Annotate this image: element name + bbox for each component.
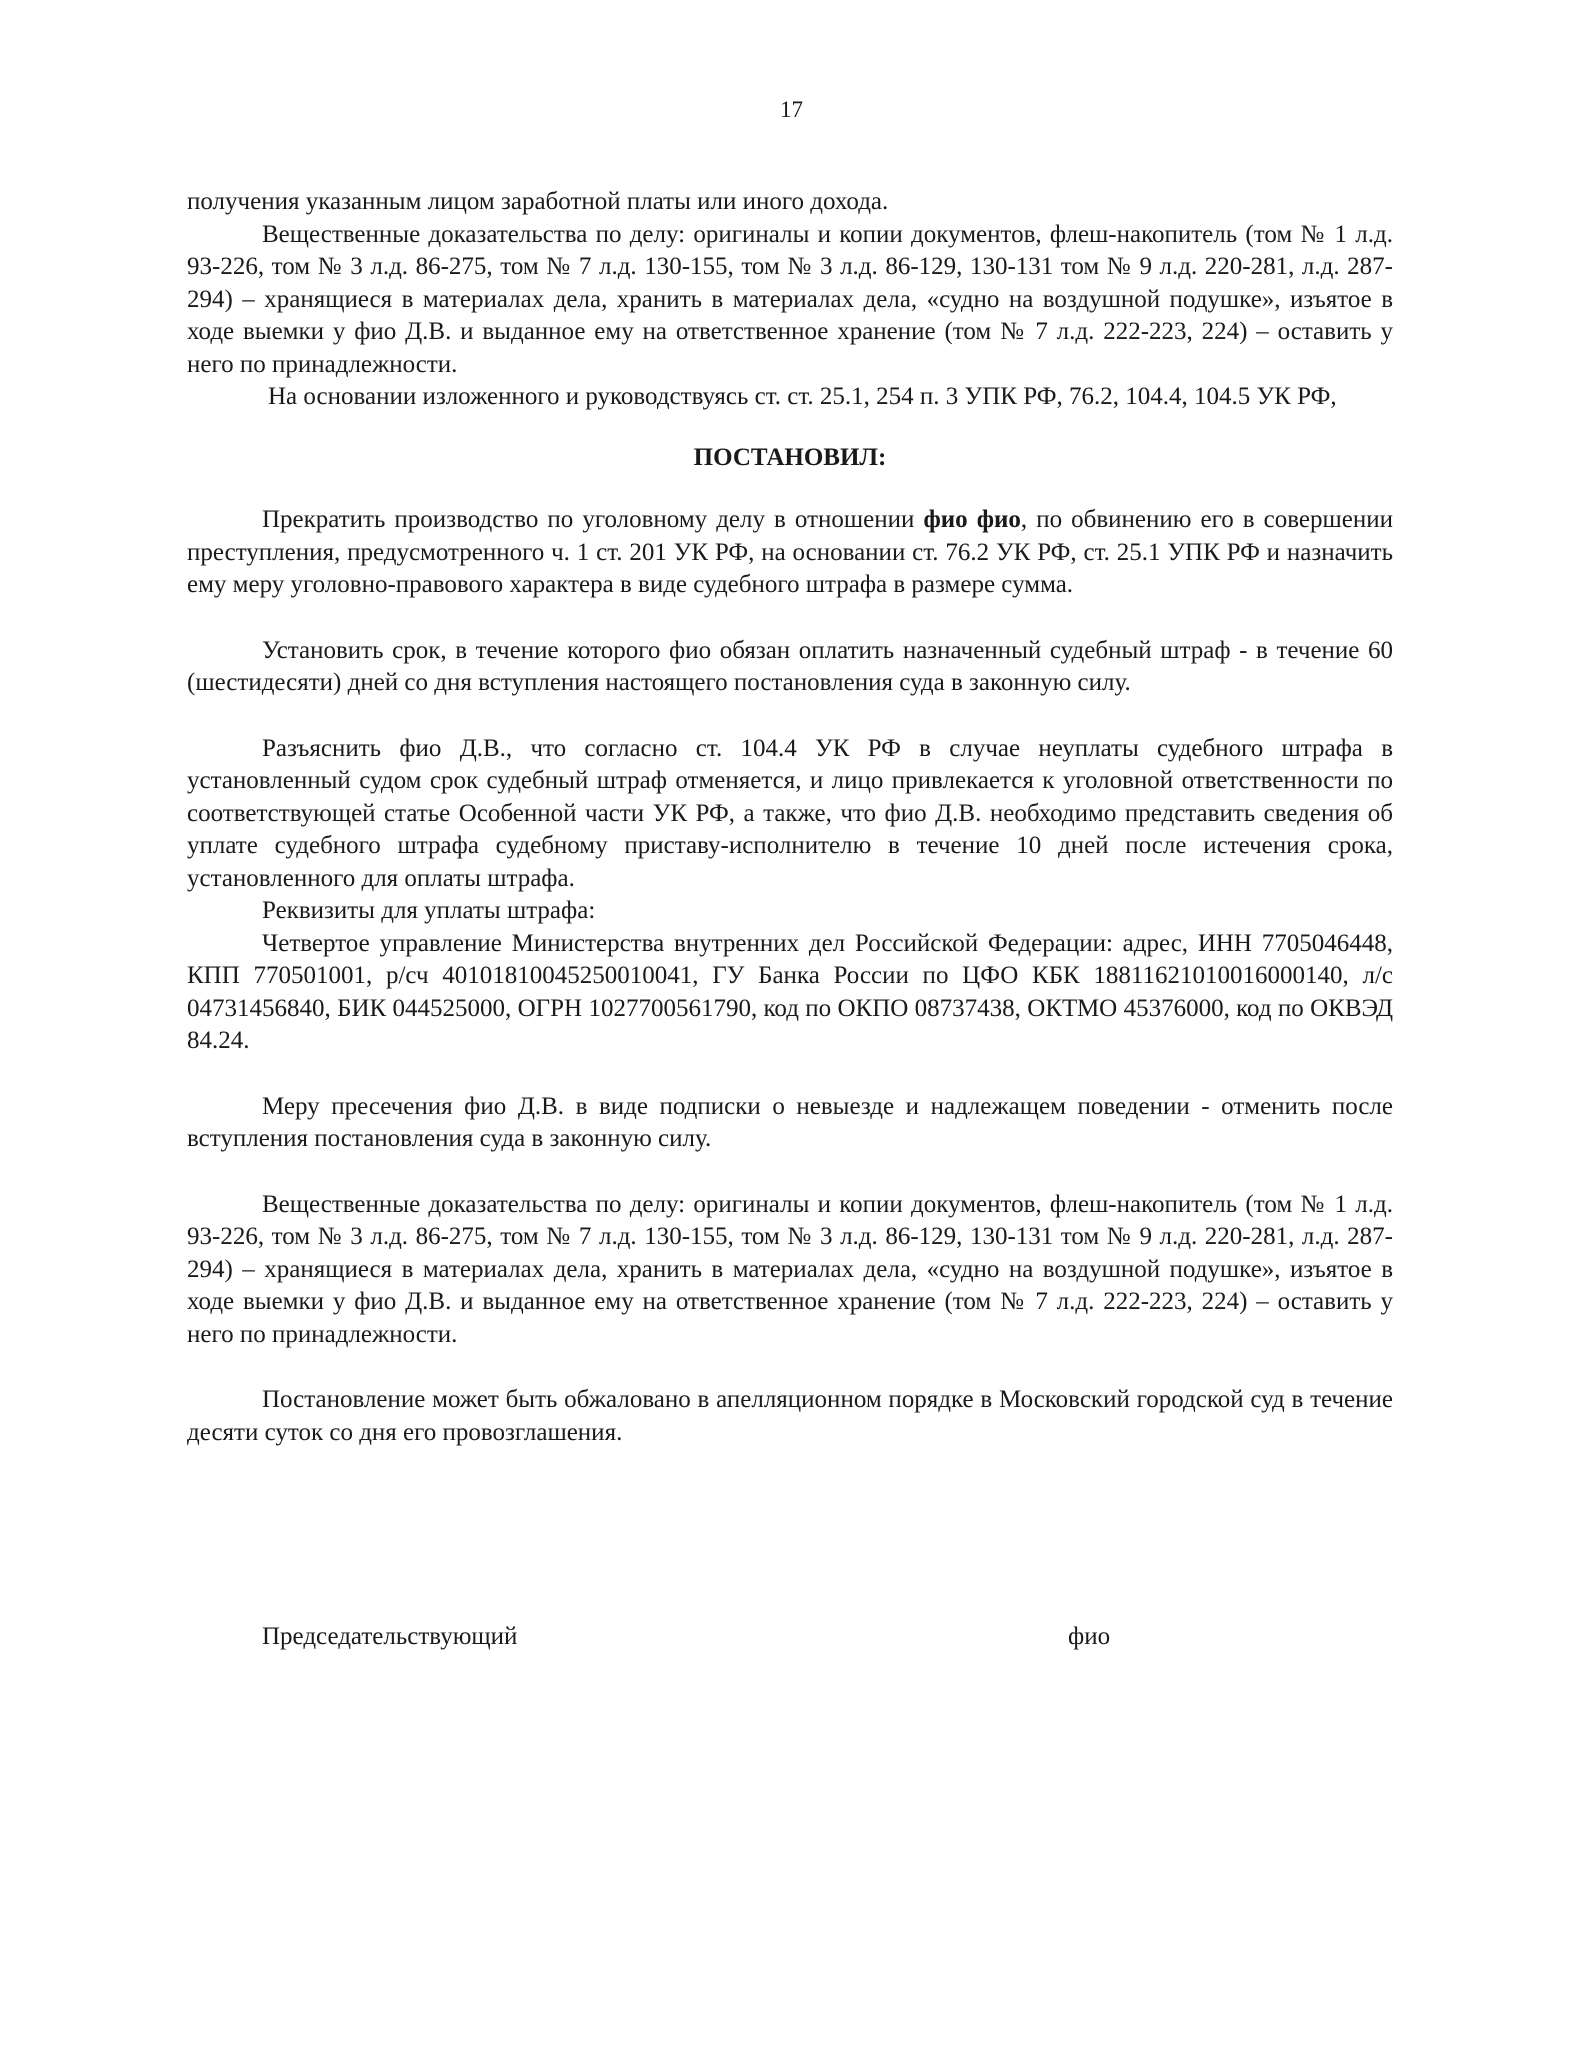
paragraph-continuation: получения указанным лицом заработной платы или иного дохода. [187, 188, 889, 215]
document-body [187, 186, 1393, 1449]
paragraph-terminate-end: , по обвинению его в совершении преступления, предусмотренного ч. 1 ст. 201 УК РФ, на основании ст. 76.2 УК РФ, ст. 25.1 УПК РФ и назначить ему меру уголовно-правового характера в виде судебного штрафа в размере сумма. [187, 506, 1393, 598]
signature-title: Председательствующий [262, 1623, 518, 1650]
paragraph-terminate [187, 504, 1393, 602]
paragraph-preventive-measure: Меру пресечения фио Д.В. в виде подписки о невыезде и надлежащем поведении - отменить после вступления постановления суда в законную силу. [187, 1092, 1393, 1152]
paragraph-evidence-ruling: Вещественные доказательства по делу: оригиналы и копии документов, флеш-накопитель (том № 1 л.д. 93-226, том № 3 л.д. 86-275, том № 7 л.д. 130-155, том № 3 л.д. 86-129, 130-131 том № 9 л.д. 220-281, л.д. 287-294) – хранящиеся в материалах дела, хранить в материалах дела, «судно на воздушной подушке», изъятое в ходе выемки у фио Д.В. и выданное ему на ответственное хранение (том № 7 л.д. 222-223, 224) – оставить у него по принадлежности. [187, 1190, 1393, 1348]
signature-name: фио [1068, 1623, 1111, 1650]
paragraph-explanation: Разъяснить фио Д.В., что согласно ст. 104.4 УК РФ в случае неуплаты судебного штрафа в установленный судом срок судебный штраф отменяется, и лицо привлекается к уголовной ответственности по соответствующей статье Особенной части УК РФ, а также, что фио Д.В. необходимо представить сведения об уплате судебного штрафа судебному приставу-исполнителю в течение 10 дней после истечения срока, установленного для оплаты штрафа. [187, 734, 1393, 892]
paragraph-requisites-label: Реквизиты для уплаты штрафа: [262, 897, 596, 924]
page-number: 17 [780, 97, 803, 122]
paragraph-requisites: Четвертое управление Министерства внутренних дел Российской Федерации: адрес, ИНН 7705046448, КПП 770501001, р/сч 40101810045250010041, ГУ Банка России по ЦФО КБК 18811621010016000140, л/с 04731456840, БИК 044525000, ОГРН 1027700561790, код по ОКПО 08737438, ОКТМО 45376000, код по ОКВЭД 84.24. [187, 929, 1393, 1054]
paragraph-appeal: Постановление может быть обжаловано в апелляционном порядке в Московский городской суд в течение десяти суток со дня его провозглашения. [187, 1386, 1393, 1446]
paragraph-deadline: Установить срок, в течение которого фио обязан оплатить назначенный судебный штраф - в течение 60 (шестидесяти) дней со дня вступления настоящего постановления суда в законную силу. [187, 636, 1393, 696]
paragraph-grounds: На основании изложенного и руководствуясь ст. ст. 25.1, 254 п. 3 УПК РФ, 76.2, 104.4, 104.5 УК РФ, [268, 383, 1337, 410]
defendant-name: фио фио [923, 506, 1021, 533]
ruling-heading: ПОСТАНОВИЛ: [693, 443, 887, 471]
paragraph-terminate-start: Прекратить производство по уголовному делу в отношении [262, 506, 924, 533]
paragraph-evidence: Вещественные доказательства по делу: оригиналы и копии документов, флеш-накопитель (том № 1 л.д. 93-226, том № 3 л.д. 86-275, том № 7 л.д. 130-155, том № 3 л.д. 86-129, 130-131 том № 9 л.д. 220-281, л.д. 287-294) – хранящиеся в материалах дела, хранить в материалах дела, «судно на воздушной подушке», изъятое в ходе выемки у фио Д.В. и выданное ему на ответственное хранение (том № 7 л.д. 222-223, 224) – оставить у него по принадлежности. [187, 220, 1393, 378]
